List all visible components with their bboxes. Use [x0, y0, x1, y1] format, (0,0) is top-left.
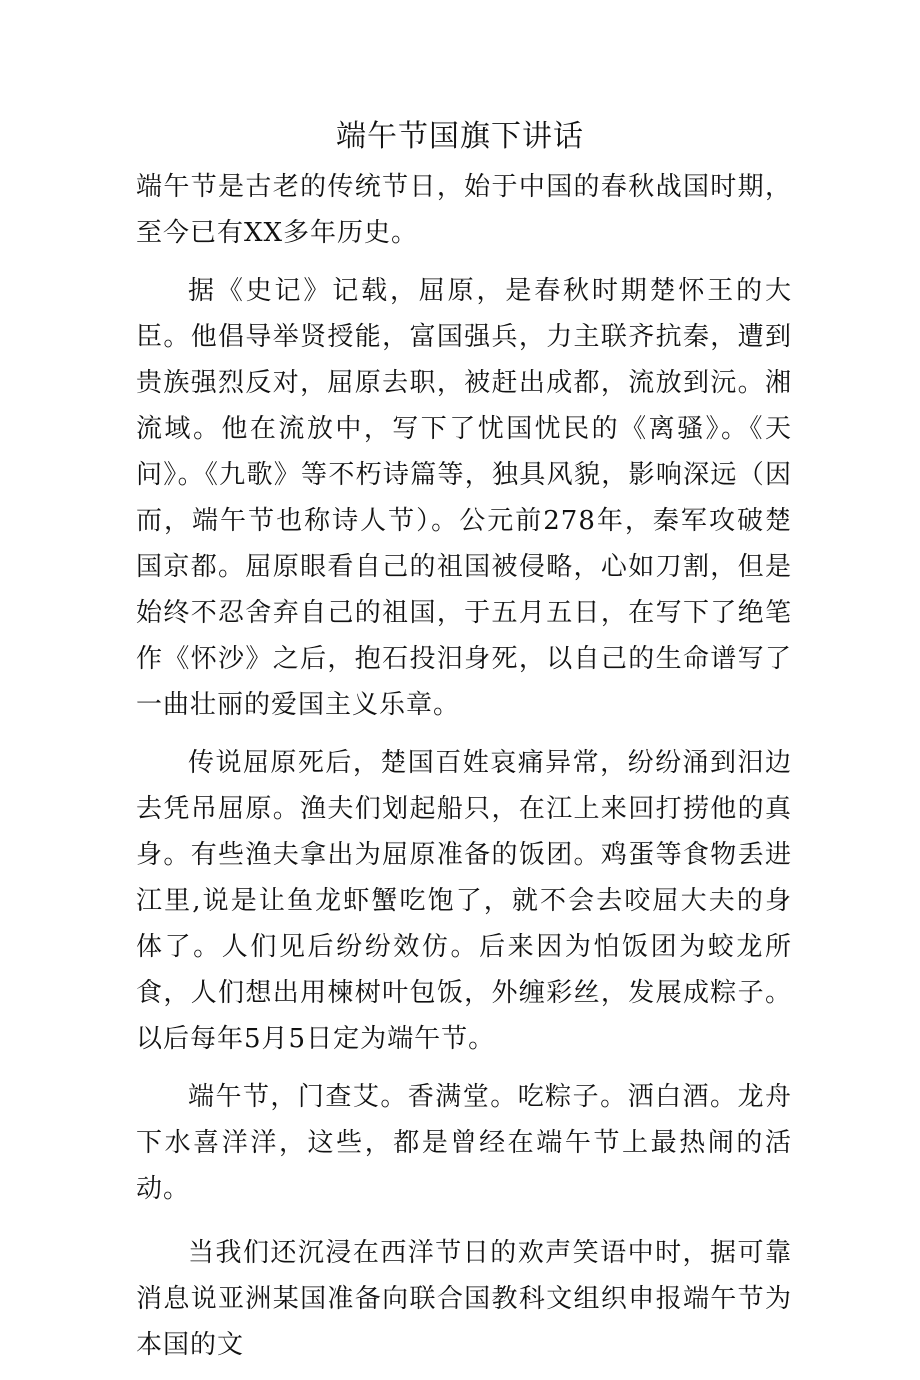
paragraph-heritage: 当我们还沉浸在西洋节日的欢声笑语中时，据可靠消息说亚洲某国准备向联合国教科文组织申报端午节为本国的文 — [136, 1238, 792, 1360]
paragraph-intro: 端午节是古老的传统节日，始于中国的春秋战国时期，至今已有XX多年历史。 — [136, 172, 792, 248]
paragraph-legend: 传说屈原死后，楚国百姓哀痛异常，纷纷涌到汨边去凭吊屈原。渔夫们划起船只，在江上来回打捞他的真身。有些渔夫拿出为屈原准备的饭团。鸡蛋等食物丢进江里,说是让鱼龙虾蟹吃饱了，就不会去咬屈大夫的身体了。人们见后纷纷效仿。后来因为怕饭团为蛟龙所食，人们想出用楝树叶包饭，外缠彩丝，发展成粽子。以后每年5月5日定为端午节。 — [136, 748, 792, 1054]
document-title: 端午节国旗下讲话 — [336, 119, 584, 154]
paragraph-customs: 端午节，门查艾。香满堂。吃粽子。洒白酒。龙舟下水喜洋洋，这些，都是曾经在端午节上最热闹的活动。 — [136, 1082, 792, 1204]
paragraph-quyuan-history: 据《史记》记载，屈原，是春秋时期楚怀王的大臣。他倡导举贤授能，富国强兵，力主联齐抗秦，遭到贵族强烈反对，屈原去职，被赶出成都，流放到沅。湘流域。他在流放中，写下了忧国忧民的《离骚》。《天问》。《九歌》等不朽诗篇等，独具风貌，影响深远（因而，端午节也称诗人节）。公元前278年，秦军攻破楚国京都。屈原眼看自己的祖国被侵略，心如刀割，但是始终不忍舍弃自己的祖国，于五月五日，在写下了绝笔作《怀沙》之后，抱石投汨身死，以自己的生命谱写了一曲壮丽的爱国主义乐章。 — [136, 276, 792, 720]
document-body — [136, 164, 792, 1380]
